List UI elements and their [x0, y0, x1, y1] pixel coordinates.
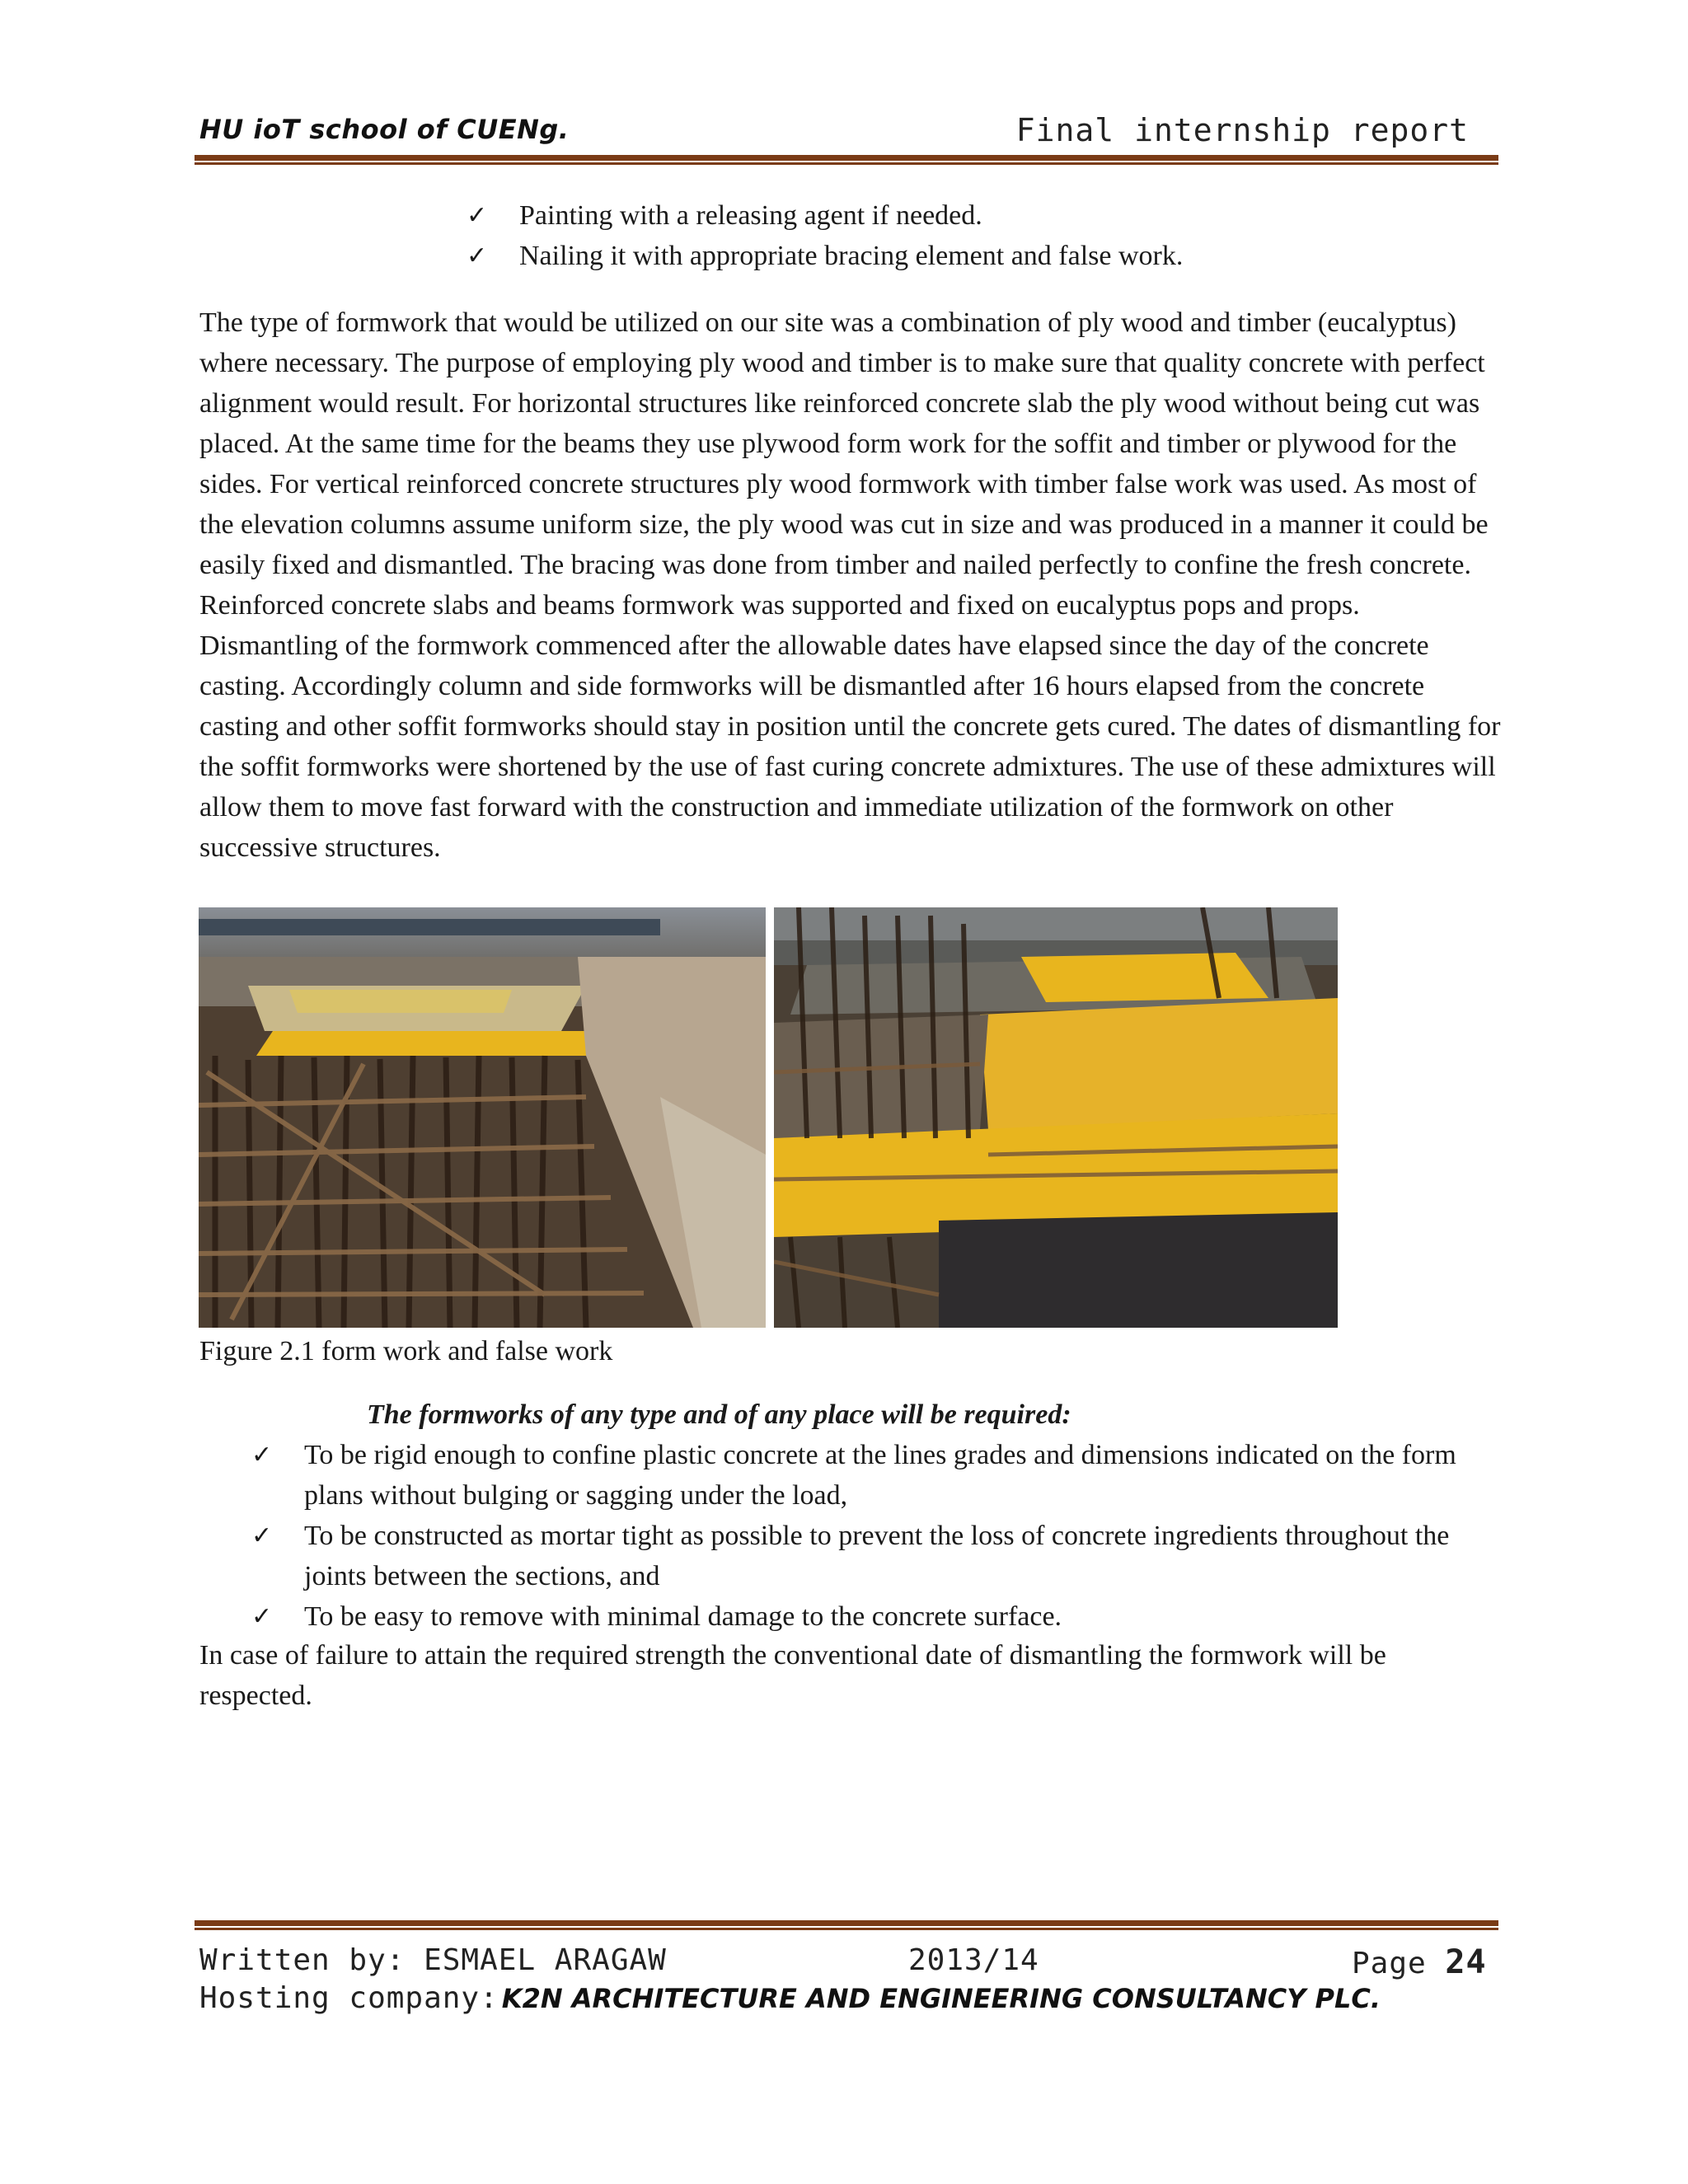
footer-rule-thin: [195, 1928, 1498, 1930]
checkmark-icon: ✓: [251, 1441, 273, 1469]
page-header: [198, 110, 1497, 153]
header-school: HU ioT school of CUENg.: [199, 114, 570, 145]
checkmark-icon: ✓: [251, 1602, 273, 1631]
formwork-photo-right: [774, 907, 1338, 1328]
footer-year: 2013/14: [908, 1943, 1039, 1977]
list-item-text: To be constructed as mortar tight as possible to prevent the loss of concrete ingredients throughout the joints between the sections, and: [304, 1521, 1450, 1591]
list-item-text: Painting with a releasing agent if needed.: [519, 200, 982, 231]
checkmark-icon: ✓: [467, 201, 488, 230]
list-item: [251, 1596, 1496, 1637]
page-number: 24: [1445, 1943, 1487, 1981]
footer-hosting-label: Hosting company:: [199, 1981, 499, 2015]
footer-rule-thick: [195, 1920, 1498, 1926]
body-paragraph: The type of formwork that would be utilized on our site was a combination of ply wood and timber (eucalyptus) where necessary. The purpose of employing ply wood and timber is to make sure that quality concrete with perfect alignment would result. For horizontal structures like reinforced concrete slab the ply wood without being cut was placed. At the same time for the beams they use plywood form work for the soffit and timber or plywood for the sides. For vertical reinforced concrete structures ply wood formwork with timber false work was used. As most of the elevation columns assume uniform size, the ply wood was cut in size and was produced in a manner it could be easily fixed and dismantled. The bracing was done from timber and nailed perfectly to confine the fresh concrete. Reinforced concrete slabs and beams formwork was supported and fixed on eucalyptus pops and props. Dismantling of the formwork commenced after the allowable dates have elapsed since the day of the concrete casting. Accordingly column and side formworks will be dismantled after 16 hours elapsed from the concrete casting and other soffit formworks should stay in position until the concrete gets cured. The dates of dismantling for the soffit formworks were shortened by the use of fast curing concrete admixtures. The use of these admixtures will allow them to move fast forward with the construction and immediate utilization of the formwork on other successive structures.: [199, 307, 1501, 863]
footer-hosting-company: K2N ARCHITECTURE AND ENGINEERING CONSULTANCY PLC.: [501, 1983, 1381, 2014]
checkmark-icon: ✓: [251, 1521, 273, 1550]
figure-formwork: [199, 907, 1338, 1328]
list-item: [251, 1516, 1496, 1596]
list-item: [467, 236, 1456, 276]
list-item-text: To be easy to remove with minimal damage to the concrete surface.: [304, 1601, 1062, 1632]
requirements-checklist: [251, 1435, 1496, 1637]
footer-page-label: Page: [1352, 1947, 1427, 1980]
closing-paragraph: In case of failure to attain the required strength the conventional date of dismantling the formwork will be respected.: [199, 1640, 1386, 1711]
list-item-text: Nailing it with appropriate bracing element and false work.: [519, 241, 1184, 271]
page-footer: [199, 1938, 1498, 1981]
footer-page: [1352, 1943, 1487, 1981]
formwork-photo-left: [199, 907, 766, 1328]
header-rule-thick: [195, 155, 1498, 161]
footer-hosting: [199, 1981, 1498, 2021]
list-item: [467, 195, 1456, 236]
footer-author: Written by: ESMAEL ARAGAW: [199, 1943, 667, 1977]
header-rule-thin: [195, 162, 1498, 165]
figure-caption: Figure 2.1 form work and false work: [199, 1336, 613, 1366]
list-item-text: To be rigid enough to confine plastic concrete at the lines grades and dimensions indicated on the form plans without bulging or sagging under the load,: [304, 1440, 1456, 1511]
requirements-heading: The formworks of any type and of any place will be required:: [367, 1399, 1071, 1430]
header-report-title: Final internship report: [1015, 112, 1469, 148]
checkmark-icon: ✓: [467, 241, 488, 270]
top-checklist: [467, 195, 1456, 276]
list-item: [251, 1435, 1496, 1516]
